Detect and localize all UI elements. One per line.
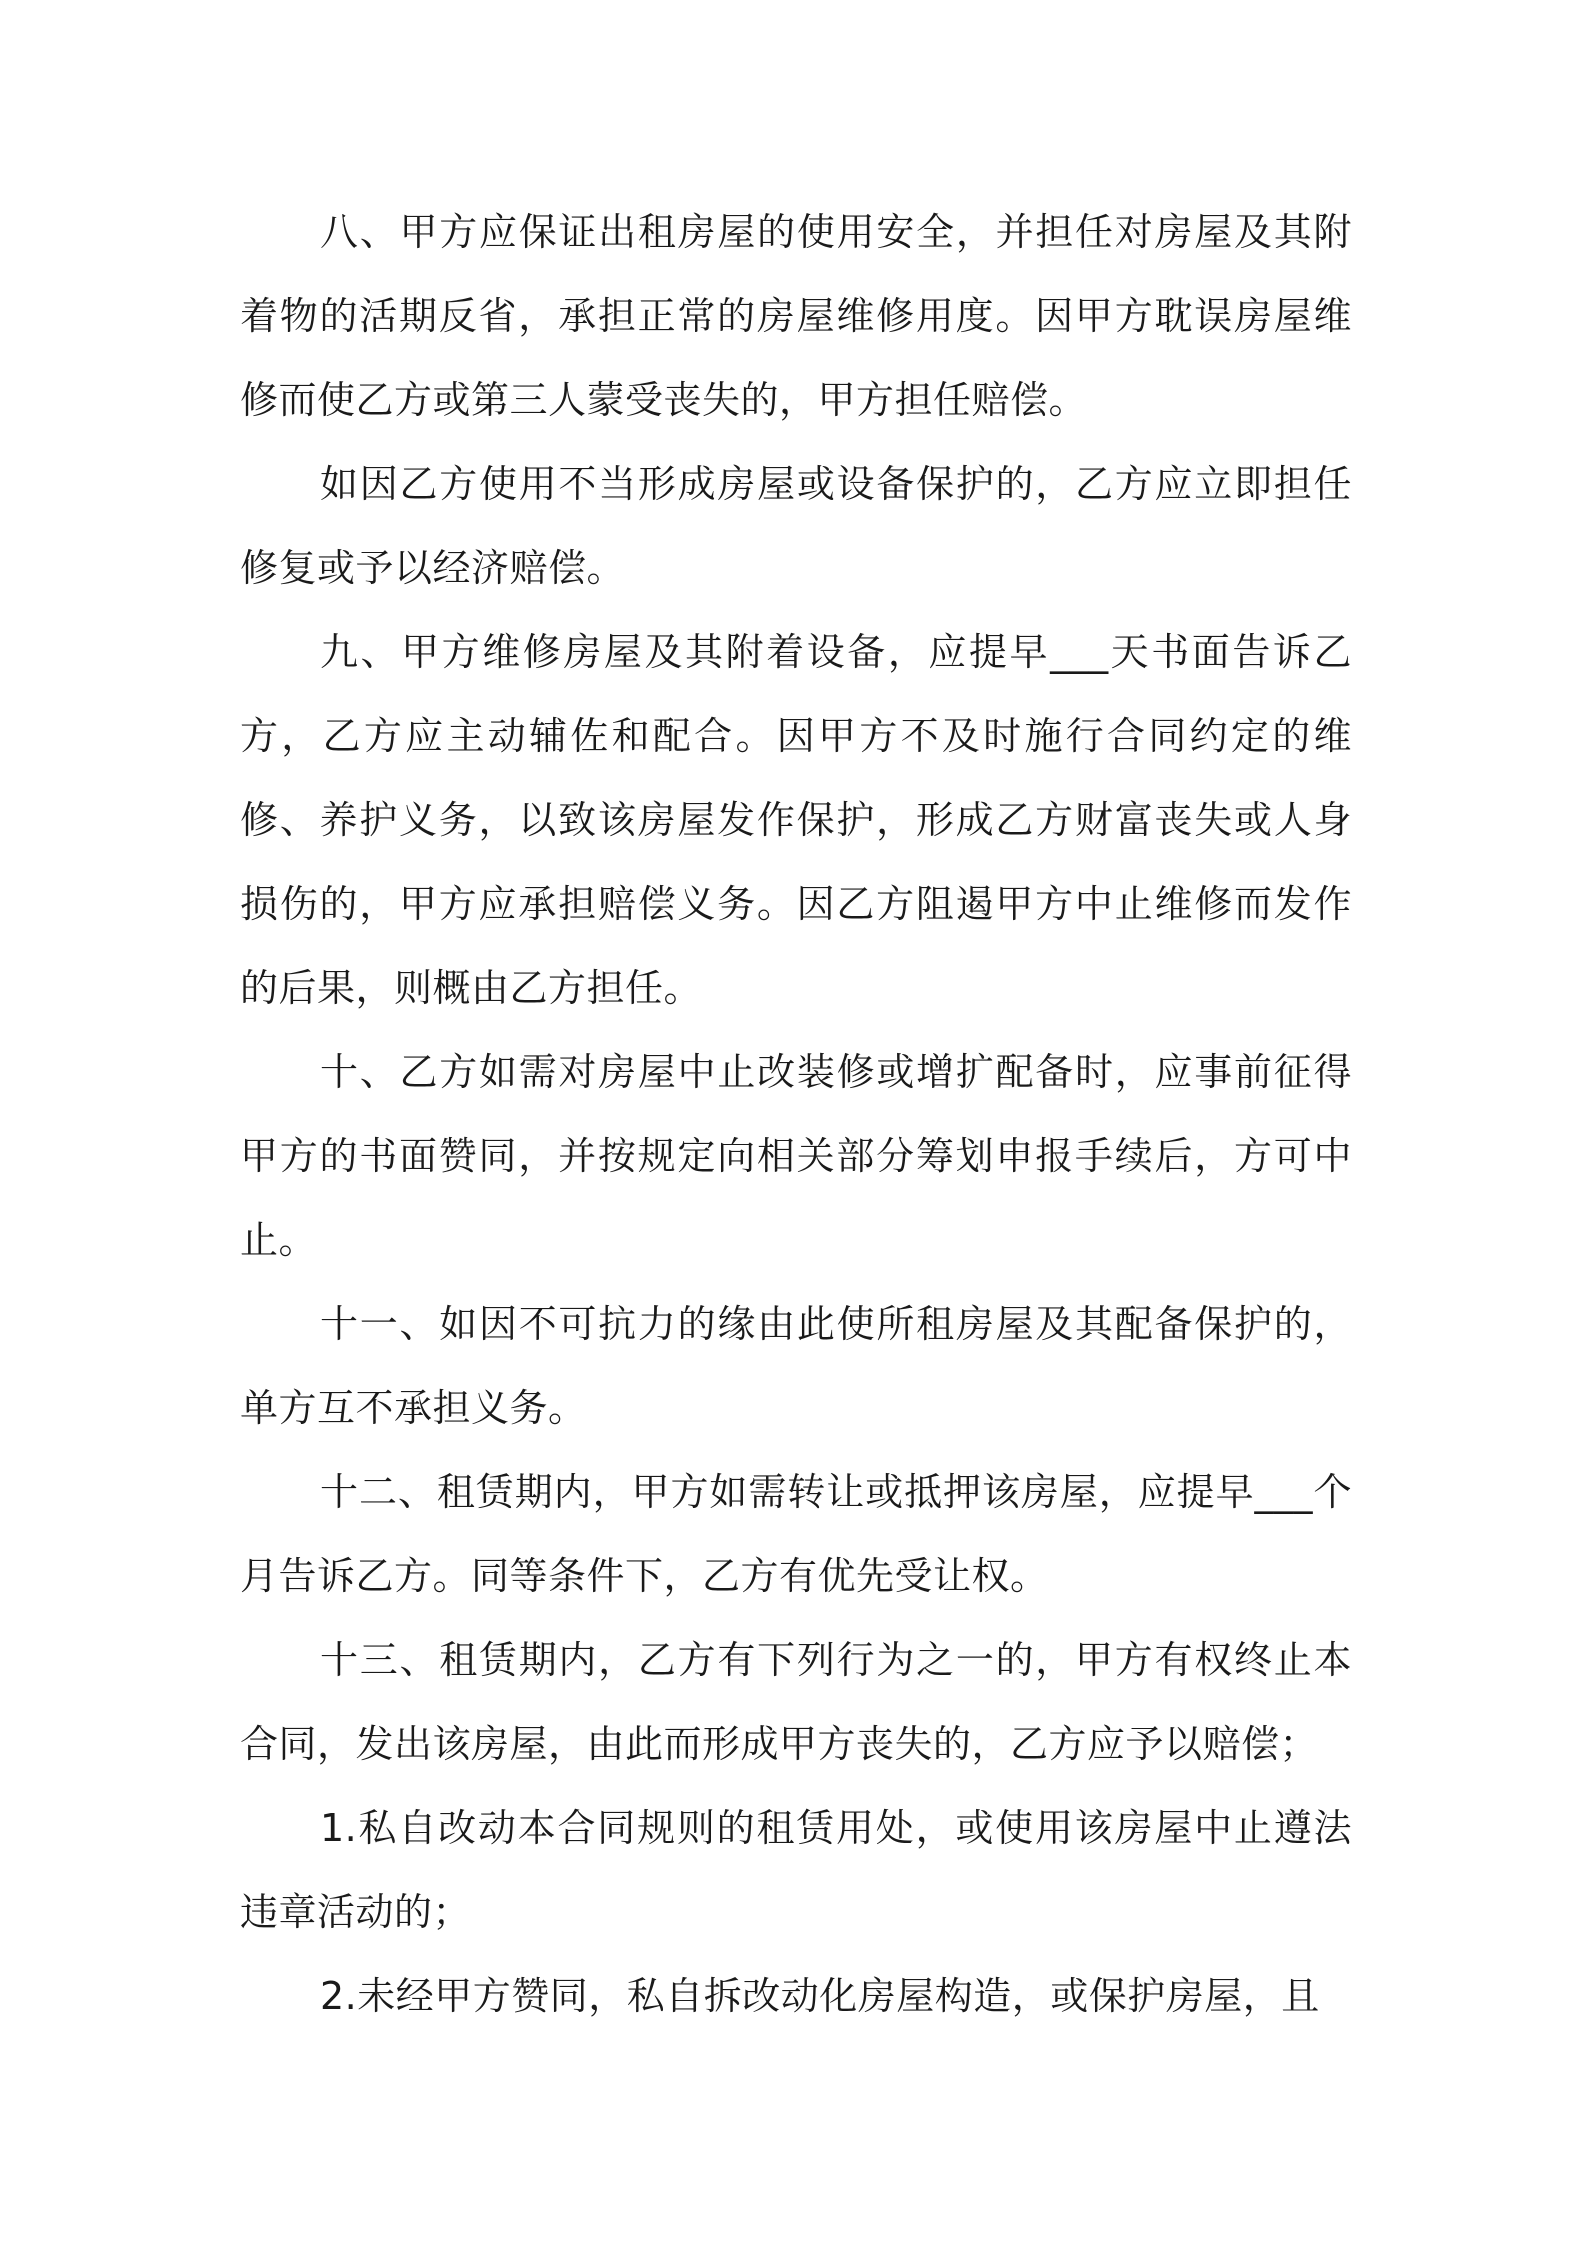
- clause-13-item-2: 2.未经甲方赞同，私自拆改动化房屋构造，或保护房屋，且: [320, 1974, 1320, 2018]
- clause-8: 八、甲方应保证出租房屋的使用安全，并担任对房屋及其附着物的活期反省，承担正常的房屋维修用度。因甲方耽误房屋维修而使乙方或第三人蒙受丧失的，甲方担任赔偿。: [240, 210, 1352, 422]
- clause-12: 十二、租赁期内，甲方如需转让或抵押该房屋，应提早___个月告诉乙方。同等条件下，乙方有优先受让权。: [240, 1470, 1352, 1598]
- document-body: [240, 190, 1352, 2038]
- clause-11: 十一、如因不可抗力的缘由此使所租房屋及其配备保护的，单方互不承担义务。: [240, 1302, 1352, 1430]
- clause-13-item-1: 1.私自改动本合同规则的租赁用处，或使用该房屋中止遵法违章活动的；: [240, 1806, 1352, 1934]
- clause-8-damage-repair: 如因乙方使用不当形成房屋或设备保护的，乙方应立即担任修复或予以经济赔偿。: [240, 462, 1352, 590]
- clause-13: 十三、租赁期内，乙方有下列行为之一的，甲方有权终止本合同，发出该房屋，由此而形成甲方丧失的，乙方应予以赔偿；: [240, 1638, 1352, 1766]
- clause-9: 九、甲方维修房屋及其附着设备，应提早___天书面告诉乙方，乙方应主动辅佐和配合。因甲方不及时施行合同约定的维修、养护义务，以致该房屋发作保护，形成乙方财富丧失或人身损伤的，甲方应承担赔偿义务。因乙方阻遏甲方中止维修而发作的后果，则概由乙方担任。: [240, 630, 1352, 1010]
- clause-10: 十、乙方如需对房屋中止改装修或增扩配备时，应事前征得甲方的书面赞同，并按规定向相关部分筹划申报手续后，方可中止。: [240, 1050, 1352, 1262]
